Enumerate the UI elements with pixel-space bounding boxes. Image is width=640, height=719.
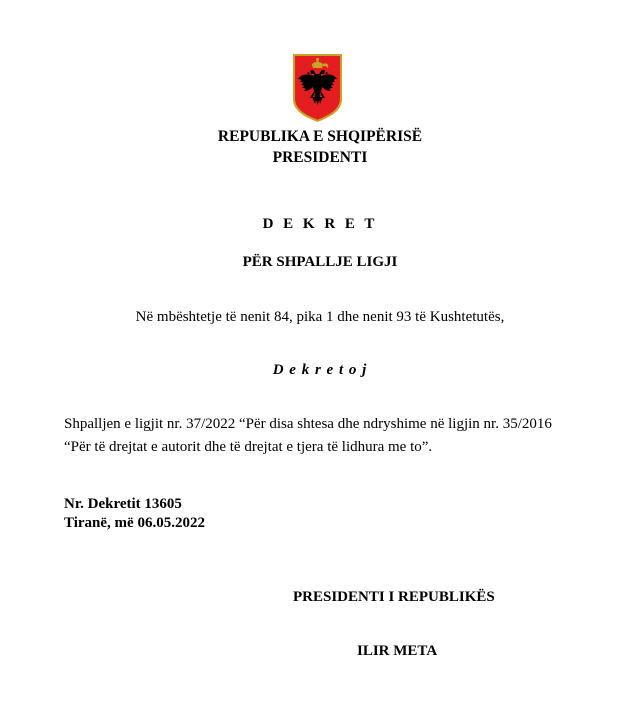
albanian-coat-of-arms-icon: [292, 53, 343, 123]
decree-word: D e k r e t o j: [272, 362, 368, 378]
signatory-title: PRESIDENTI I REPUBLIKËS: [293, 589, 495, 605]
decree-body-line-2: “Për të drejtat e autorit dhe të drejtat e tjera të lidhura me to”.: [64, 439, 433, 455]
legal-basis: Në mbështetje të nenit 84, pika 1 dhe nenit 93 të Kushtetutës,: [135, 309, 505, 325]
decree-subject: PËR SHPALLJE LIGJI: [242, 254, 398, 270]
signatory-name: ILIR META: [357, 643, 438, 659]
decree-heading: D E K R E T: [262, 216, 378, 232]
decree-body-line-1: Shpalljen e ligjit nr. 37/2022 “Për disa shtesa dhe ndryshime në ligjin nr. 35/2016: [64, 416, 552, 432]
republic-name: REPUBLIKA E SHQIPËRISË: [217, 128, 423, 145]
place-and-date: Tiranë, më 06.05.2022: [64, 515, 205, 531]
institution-name: PRESIDENTI: [272, 149, 368, 166]
decree-number: Nr. Dekretit 13605: [64, 496, 182, 512]
